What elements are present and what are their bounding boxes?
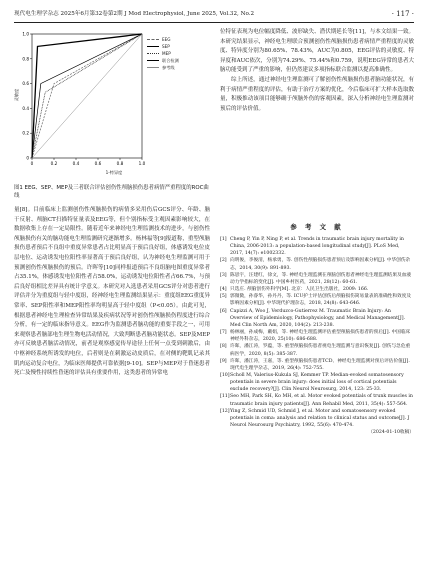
y-tick-label: 0	[26, 155, 29, 161]
right-column-text	[220, 28, 414, 114]
reference-text: Scholl M, Valerius-Kukula SJ, Kemmer TP. Median-evoked somatosensory potentials in severe brain injury: does initial loss of cortical potentials exclude recovery?[J]. Clin Neurol Neurosurg, 2014, 123: 25-33.	[230, 372, 404, 393]
x-tick-label: 0.2	[50, 161, 58, 166]
page-header	[14, 7, 414, 21]
page-number: · 117 ·	[391, 10, 414, 18]
received-date: （2024-01-10收稿）	[368, 430, 414, 436]
reference-text: 杨林丽，孙成梅，戴娟，等. 神经电生理监测评估重型颅脑损伤患者的预后[J]. 中国临床神经外科杂志，2020, 25(10): 686-688.	[230, 330, 411, 343]
reference-number: [4]	[220, 287, 227, 293]
legend-label: MEP	[162, 51, 171, 56]
references-heading: 参 考 文 献	[290, 223, 344, 231]
reference-text: 郭微微，孙睿华，孙丹丹，等. ICU护士评估创伤后颅脑损伤简易量表的准确性和效度及影响因素分析[J]. 中华现代护理杂志，2018, 24(8): 643-646.	[230, 294, 412, 307]
figure-caption: 图1 EEG、SEP、MEP及三者联合评估创伤性颅脑损伤患者病情严重程度的ROC曲线	[14, 185, 209, 199]
reference-item	[220, 393, 414, 407]
x-tick-label: 0	[30, 161, 34, 166]
reference-text: Capizzi A, Woo J, Verduzco-Gutierrez M. Traumatic Brain Injury: An Overview of Epidemiology, Pathophysiology, and Medical Management[J]. Med Clin North Am, 2020, 104(2): 213-238.	[230, 308, 406, 328]
reference-item	[220, 286, 414, 293]
paragraph: 量[8]。目前临床上监测创伤性颅脑损伤的病情多采用伤后GCS评分、年龄、脑干反射、颅脑CT扫描特征量表及EEG等，但个别指标受主观因素影响较大，在数据收集上存在一定局限性。随着近年来神经电生理监测技术的进步，与创伤性颅脑损伤有关的脑功能电生理监测研究逐渐增多。杨林福等[9]报道称，重型颅脑损伤患者预后不良组中重度异常患者占比明显高于预后良好组，体感诱发电位皮层电位、运动诱发电位阳性率显著高于预后良好组，认为神经电生理监测可用于预测创伤性颅脑损伤的预后。许晖等[10]同样报道预后不良组脑电图重度异常者占35.1%，体感诱发电位阳性者占58.0%，运动诱发电位阳性者占66.7%，与预后良好组相比差异具有统计学意义。本研究对入选患者采用GCS评分对患者进行评估并分为重度组与轻中度组，经神经电生理监测结果显示：重度组EEG重度异常率、SEP阳性率和MEP阳性率均明显高于轻中度组（P<0.05）。由此可见，根据患者神经电生理检查异常结果及疾病状况等对创伤性颅脑损伤程度进行综合分析，有一定的临床指导意义。EEG作为监测患者脑功能的重要手段之一，可用来观察患者脑部电生理生物电活动情况，大致判断患者脑功能状态。SEP及MEP亦可反映患者脑活动情况，前者是观察感觉传导途径上任何一点受到刺激后，由中枢神经系统所诱发的电位，后者则是在刺激运动皮质后，在对侧的靶肌记录其肌肉运动复合电位，为临床医师提供可靠依据[9-10]。SEP与MEP对于昏迷患者死亡及慢性持续性昏迷的评估具有重要作用，这类患者的异常电	[14, 207, 210, 377]
reference-text: Ying Z, Schmid UD, Schmid J, et al. Motor and somatosensory evoked potentials in coma: analysis and relation to clinical status and outcome[J]. J Neurol Neurosurg Psychiatry, 1992, 55(6): 470-474.	[230, 408, 410, 429]
roc-chart	[14, 28, 146, 178]
reference-text: 许晖，潘江涛，王嘉，等. 重型颅脑损伤患者TCD、神经电生理监测对预后评估价值[J]. 现代电生理学杂志，2019, 26(4): 752-755.	[230, 358, 410, 371]
y-tick-label: 0.8	[22, 56, 29, 62]
x-tick-label: 0.8	[116, 161, 124, 166]
reference-number: [9]	[220, 358, 227, 364]
legend-item-mep	[147, 50, 209, 57]
reference-number: [10]	[220, 372, 230, 378]
x-axis-label: 1-特异度	[105, 170, 123, 175]
left-column-text	[14, 206, 210, 379]
x-tick-label: 1.0	[138, 161, 146, 166]
reference-item	[220, 236, 414, 257]
legend-label: 参考线	[162, 65, 175, 70]
legend-item-eeg	[147, 36, 209, 43]
paragraph: 综上所述，通过神经电生理监测可了解创伤性颅脑损伤患者脑功能状况，有利于病情严重程度的评估，有助于治疗方案的优化，今后临床可扩大样本选取数量，积极推动该项目能够确于颅脑外伤的客观因素，深入分析神经电生理监测对预后的评估价值。	[220, 76, 414, 112]
journal-info: 现代电生理学杂志 2025年6月第32卷第2期 J Mod Electrophysiol, June 2025, Vol.32, No.2	[14, 11, 255, 17]
reference-item	[220, 257, 414, 271]
reference-number: [6]	[220, 308, 227, 314]
roc-figure	[14, 28, 210, 180]
reference-item	[220, 372, 414, 393]
reference-item	[220, 329, 414, 343]
x-tick-label: 0.4	[72, 161, 80, 166]
reference-text: Cheng P, Yin P, Ning P, et al. Trends in traumatic brain injury mortality in China, 2006-2013: a population-based longitudinal study[J]. PLoS Med, 2017, 14(7): e1002332.	[230, 237, 404, 257]
reference-number: [5]	[220, 294, 227, 300]
reference-number: [11]	[220, 394, 230, 400]
reference-number: [12]	[220, 408, 230, 414]
legend-item-sep	[147, 43, 209, 50]
reference-text: 陈思宇，汪建红，徐文，等. 神经电生理监测在颅脑创伤患者神经电生理监测结果及血液动力学指标的变化[J]. 中国乡村医药，2021, 28(12): 60-61.	[230, 272, 412, 285]
reference-item	[220, 358, 414, 372]
legend-item-combined	[147, 57, 209, 64]
y-tick-label: 0.2	[22, 130, 29, 136]
legend-label: SEP	[162, 44, 170, 49]
reference-number: [3]	[220, 272, 227, 278]
legend-label: EEG	[162, 37, 171, 42]
reference-number: [7]	[220, 330, 227, 336]
reference-text: 许晖，潘江涛，罗蕴，等. 重型颅脑损伤患者视电生理监测与意识恢复[J]. 创伤与急危重病医学，2020, 8(5): 385-387.	[230, 344, 411, 357]
x-tick-label: 0.6	[94, 161, 102, 166]
reference-text: 向明俊，李俊清，杨承勇，等. 创伤性颅脑损伤患者预后及影响因素分析[J]. 中华创伤杂志，2014, 30(9): 891-893.	[230, 258, 411, 271]
y-axis-label: 灵敏度	[14, 88, 19, 102]
legend-item-reference	[147, 64, 209, 71]
legend-label: 联合检测	[162, 58, 179, 63]
references-list	[220, 236, 414, 436]
chart-legend	[147, 36, 209, 71]
header-rule	[14, 22, 414, 23]
reference-number: [8]	[220, 344, 227, 350]
reference-text: Seo MH, Park SH, Ko MH, et al. Motor evoked potentials of trunk muscles in traumatic brain injury patients[J]. Ann Rehabil Med, 2011, 35(4): 557-564.	[230, 394, 413, 407]
reference-item	[220, 408, 414, 429]
series-reference-line	[32, 34, 142, 158]
reference-item	[220, 293, 414, 307]
y-tick-label: 1.0	[22, 31, 29, 37]
reference-item	[220, 272, 414, 286]
paragraph: 位特征表现为电位幅度降低、波形缺失、潜伏期延长等[11]，与本文结果一致。本研究结果显示，神经电生理联合预测创伤性颅脑损伤患者病情严重程度的灵敏度、特异度分别为80.65%、78.43%，AUC为0.805，EEG评估的灵敏度、特异度和AUC依次，分别为74.29%、75.44%和0.759，说明EEG异常的患者大脑功能受到了严重的影响，但仍然建议多项指标联合监测以提高准确性。	[220, 29, 414, 74]
reference-item	[220, 343, 414, 357]
reference-text: 只选庄. 颅脑创伤外科学[M]. 北京：人民卫生出版社，2009: 166.	[230, 287, 369, 293]
y-tick-label: 0.4	[22, 105, 29, 111]
reference-number: [1]	[220, 237, 227, 242]
reference-number: [2]	[220, 258, 227, 264]
y-tick-label: 0.6	[22, 81, 29, 87]
reference-item	[220, 308, 414, 329]
